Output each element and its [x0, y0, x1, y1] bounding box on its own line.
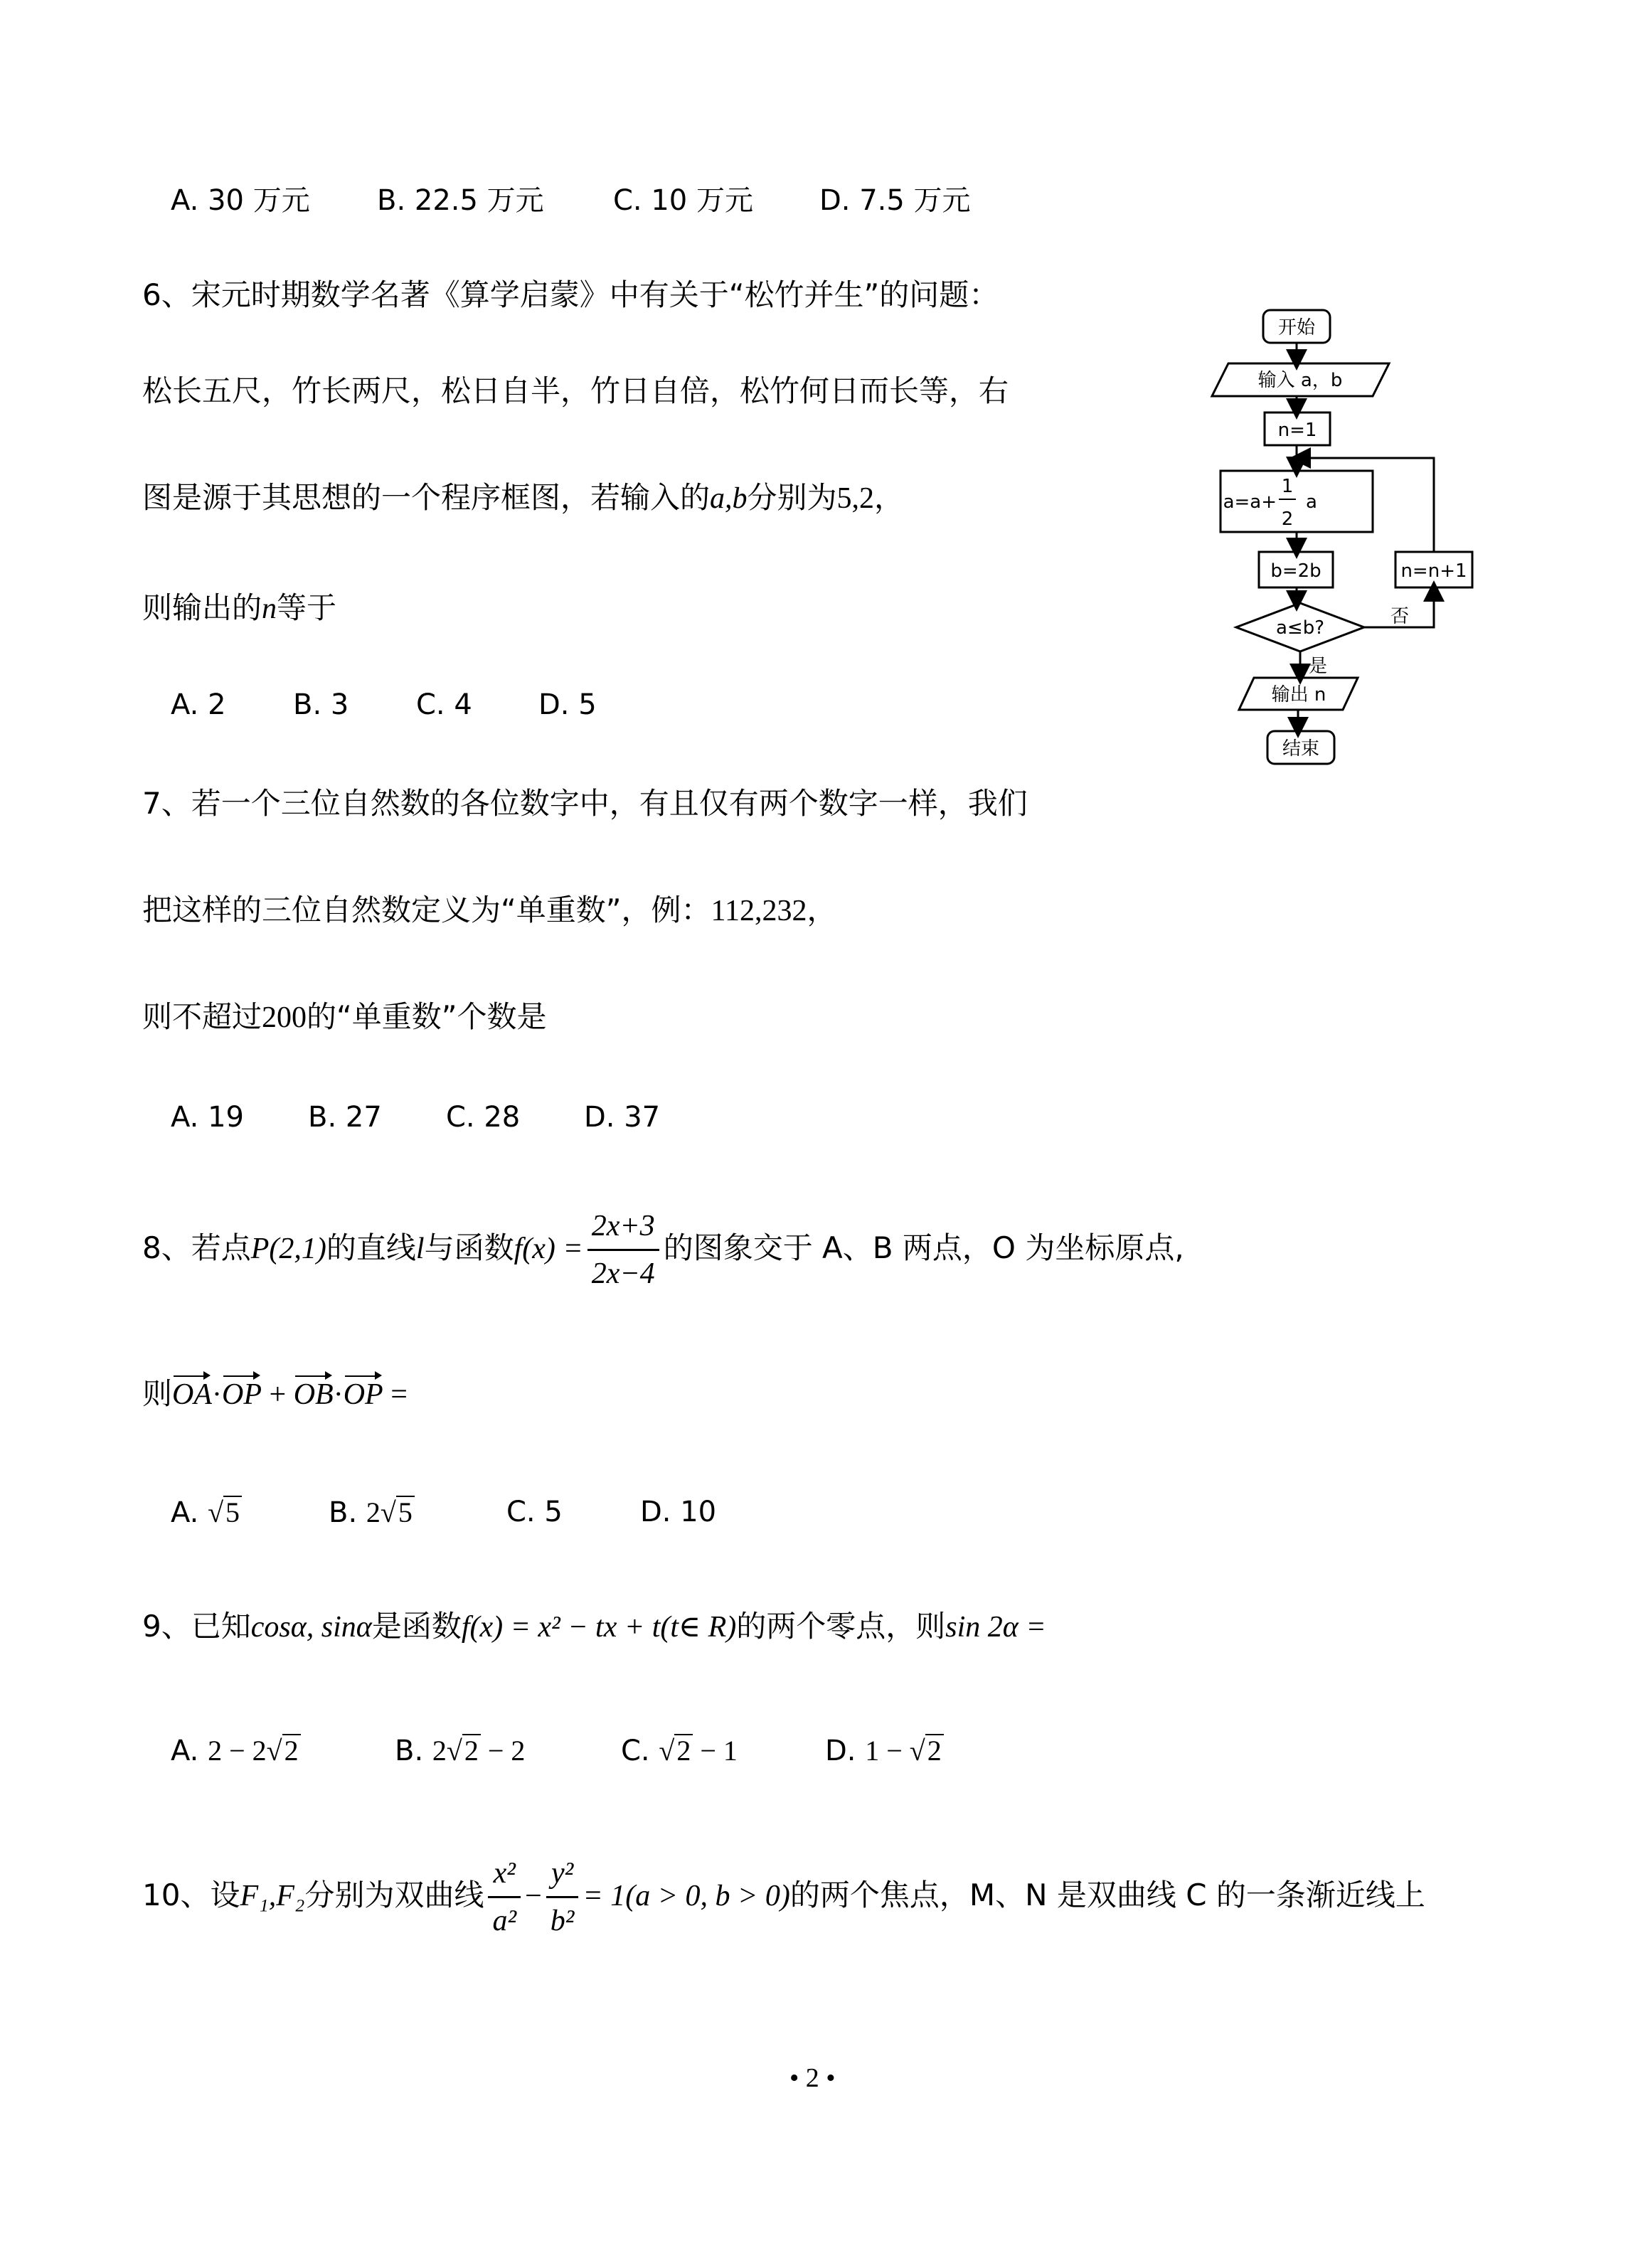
q8-option-b-radicand: 5: [396, 1496, 415, 1528]
q7-option-d: D. 37: [584, 1101, 661, 1134]
q8-option-a-radicand: 5: [223, 1496, 242, 1528]
q8-option-a: A. √5: [171, 1496, 242, 1529]
q6-option-a: A. 2: [171, 688, 226, 721]
q7-example-numbers: 112,232: [711, 895, 807, 927]
q5-option-d: D. 7.5 万元: [819, 184, 971, 217]
q6-option-c: C. 4: [416, 688, 472, 721]
q6-line-3: [142, 480, 904, 516]
flow-incr-label: n=n+1: [1400, 560, 1467, 582]
q7-option-b: B. 27: [308, 1101, 382, 1134]
q7-limit: 200: [262, 1001, 307, 1034]
q7-line-3: [142, 999, 547, 1035]
q8-line-1: [142, 1202, 1184, 1294]
q8-option-b: B. 2√5: [329, 1496, 415, 1529]
q8-option-c: C. 5: [506, 1496, 563, 1528]
flow-cond-label: a≤b?: [1275, 617, 1325, 639]
flow-step-a-den: 2: [1281, 509, 1294, 530]
q8-fx: f(x) =: [514, 1233, 583, 1265]
q8-fraction: [587, 1206, 659, 1294]
q7-line2-end: ，: [807, 893, 837, 927]
q8-mid2: 与函数: [424, 1230, 514, 1265]
q6-line3-end: ，: [874, 480, 905, 515]
q6-line-4: [142, 590, 336, 627]
q7-line-1: 7、若一个三位自然数的各位数字中，有且仅有两个数字一样，我们: [142, 786, 1028, 821]
q7-line3-text-b: 的“单重数”个数是: [307, 999, 547, 1034]
q8-line2-prefix: 则: [142, 1376, 173, 1411]
q8-line-2: 则OA·OP + OB·OP =: [142, 1373, 408, 1412]
q10-prefix: 10、设: [142, 1878, 240, 1912]
q8-option-d: D. 10: [640, 1496, 717, 1528]
q6-line4-text-a: 则输出的: [142, 590, 262, 625]
q8-denominator: 2x−4: [591, 1257, 655, 1290]
q6-line4-text-b: 等于: [277, 590, 337, 625]
q9-trig: cosα, sinα: [250, 1611, 372, 1644]
q10-foci: F₁,F₂: [240, 1880, 305, 1912]
q8-mid1: 的直线: [326, 1230, 416, 1265]
q6-vars: a,b: [710, 482, 748, 515]
flow-no-label: 否: [1390, 606, 1410, 627]
flow-start-label: 开始: [1277, 317, 1316, 339]
flow-step-a-num: 1: [1281, 476, 1294, 497]
vector-op-2: OP: [344, 1373, 383, 1412]
q6-line-2: 松长五尺，竹长两尺，松日自半，竹日自倍，松竹何日而长等，右: [142, 373, 1009, 408]
q5-option-b: B. 22.5 万元: [377, 184, 544, 217]
flow-init-label: n=1: [1277, 420, 1317, 441]
q7-line-2: [142, 893, 837, 929]
flow-step-a-right: a: [1306, 491, 1317, 513]
q6-line3-text-a: 图是源于其思想的一个程序框图，若输入的: [142, 480, 711, 515]
q7-line3-text-a: 则不超过: [142, 999, 262, 1034]
q9-option-b: B. 2√2 − 2: [395, 1735, 526, 1767]
q7-option-a: A. 19: [171, 1101, 244, 1134]
q9-function: f(x) = x² − tx + t(t∈ R): [461, 1611, 737, 1644]
q5-option-a: A. 30 万元: [171, 184, 310, 217]
vector-op-1: OP: [222, 1373, 262, 1412]
q8-numerator: 2x+3: [587, 1206, 659, 1251]
q10-mid: 分别为双曲线: [304, 1878, 484, 1912]
q8-suffix: 的图象交于 A、B 两点，O 为坐标原点,: [663, 1230, 1184, 1265]
q7-option-c: C. 28: [446, 1101, 521, 1134]
q10-fraction-1: $\frac{\text{x²}}{\text{a²}}$: [488, 1853, 521, 1941]
q6-option-b: B. 3: [293, 688, 349, 721]
page-number: • 2 •: [789, 2063, 836, 2093]
q9-option-a: A. 2 − 2√2: [171, 1734, 301, 1767]
q8-point: P(2,1): [250, 1233, 326, 1265]
flow-yes-label: 是: [1309, 656, 1328, 677]
flowchart: [1202, 299, 1515, 782]
q6-line-1: 6、宋元时期数学名著《算学启蒙》中有关于“松竹并生”的问题：: [142, 277, 999, 312]
flow-end-label: 结束: [1282, 738, 1320, 760]
q7-line2-text: 把这样的三位自然数定义为“单重数”，例：: [142, 893, 711, 927]
q9-mid: 是函数: [371, 1609, 462, 1644]
q9-option-d: D. 1 − √2: [825, 1734, 944, 1767]
flow-input-label: 输入 a，b: [1257, 370, 1343, 391]
flow-step-b-label: b=2b: [1270, 560, 1321, 582]
q6-vals: 5,2: [836, 482, 875, 515]
q9-prefix: 9、已知: [142, 1609, 251, 1644]
q6-option-d: D. 5: [538, 688, 597, 721]
q6-var-n: n: [262, 592, 277, 625]
flow-step-a-left: a=a+: [1223, 491, 1277, 513]
q10-fraction-2: $\frac{\text{y²}}{\text{b²}}$: [546, 1853, 579, 1941]
q9-target: sin 2α =: [945, 1611, 1046, 1644]
q10-equation: = 1(a > 0, b > 0): [583, 1880, 790, 1912]
q6-line3-text-b: 分别为: [747, 480, 837, 515]
vector-ob: OB: [294, 1373, 334, 1412]
flow-output-label: 输出 n: [1271, 684, 1326, 706]
q9-mid2: 的两个零点，则: [736, 1609, 946, 1644]
vector-oa: OA: [172, 1373, 212, 1412]
q10-line-1: 10、设F₁,F₂分别为双曲线 $\frac{\text{x²}}{\text{a²}}$ − $\frac{\text{y²}}{\text{b²}}$ = 1(a > 0, b > 0)的两个焦点，M、N 是双曲线 C 的一条渐近线上: [142, 1849, 1425, 1942]
q9-option-c: C. √2 − 1: [621, 1735, 738, 1767]
q5-option-c: C. 10 万元: [613, 184, 753, 217]
q8-line-var: l: [415, 1233, 425, 1265]
q8-prefix: 8、若点: [142, 1230, 251, 1265]
q10-suffix: 的两个焦点，M、N 是双曲线 C 的一条渐近线上: [789, 1878, 1425, 1912]
q9-line-1: [142, 1609, 1046, 1645]
